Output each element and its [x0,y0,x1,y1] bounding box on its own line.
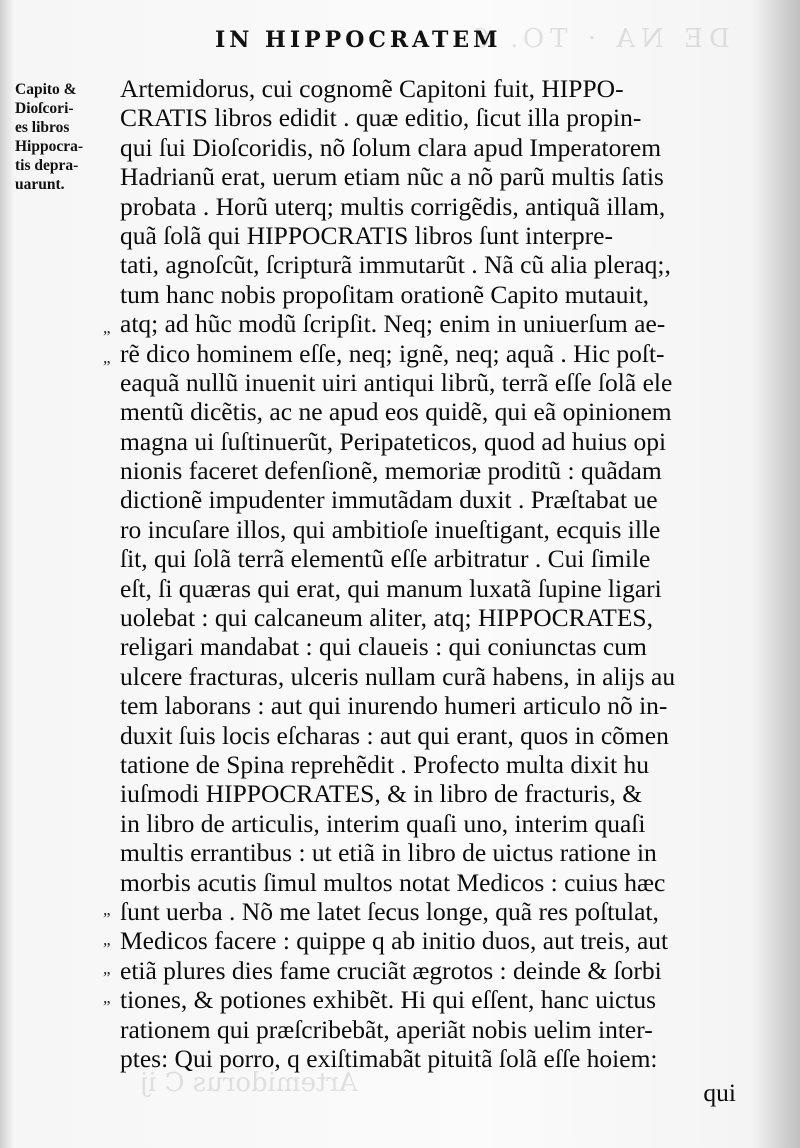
text-line: ſunt uerba . Nõ me latet ſecus longe, quã res poſtulat, [120,896,659,926]
text-line: iuſmodi HIPPOCRATES, & in libro de fracturis, & [120,779,643,809]
text-line: tem laborans : aut qui inurendo humeri articulo nõ in- [120,691,668,721]
text-line: CRATIS libros edidit . quæ editio, ſicut illa propin- [120,103,642,133]
text-line: magna ui ſuſtinuerũt, Peripateticos, quod ad huius opi [120,426,667,456]
text-line: rationem qui præſcribebãt, aperiãt nobis uelim inter- [120,1014,653,1044]
text-line: in libro de articulis, interim quaſi uno, interim quaſi [120,808,646,838]
marginal-note-line: Hippocra- [15,138,84,155]
text-line: multis errantibus : ut etiã in libro de uictus ratione in [120,838,657,868]
text-line: atq; ad hũc modũ ſcripſit. Neq; enim in uniuerſum ae- [120,309,666,339]
text-line: Artemidorus, cui cognomẽ Capitoni fuit, HIPPO- [120,74,624,103]
quotation-mark: „ [103,348,111,367]
text-line: tiones, & potiones exhibẽt. Hi qui eſſent, hanc uictus [120,985,657,1015]
marginal-note-line: Capito & [15,81,77,98]
text-line: Hadrianũ erat, uerum etiam nũc a nõ parũ multis ſatis [120,162,664,192]
text-line: ro incuſare illos, qui ambitioſe inueſtigant, ecquis ille [120,514,661,544]
main-text-block [120,74,740,1073]
text-line: mentũ dicẽtis, ac ne apud eos quidẽ, qui eã opinionem [120,397,672,427]
marginal-note-line: es libros [15,119,70,136]
text-line: eaquã nullũ inuenit uiri antiqui librũ, terrã eſſe ſolã ele [120,367,673,397]
text-line: eſt, ſi quæras qui erat, qui manum luxatã ſupine ligari [120,573,662,603]
text-line: ptes: Qui porro, q exiſtimabãt pituitã ſolã eſſe hoiem: [120,1043,658,1073]
text-line: ſit, qui ſolã terrã elementũ eſſe arbitratur . Cui ſimile [120,544,651,574]
text-line: rẽ dico hominem eſſe, neq; ignẽ, neq; aquã . Hic poſt- [120,338,665,368]
marginal-note-line: uarunt. [15,176,65,193]
catchword: qui [703,1078,736,1107]
text-line: uolebat : qui calcaneum aliter, atq; HIPPOCRATES, [120,603,653,633]
text-line: morbis acutis ſimul multos notat Medicos : cuius hæc [120,867,666,897]
text-line: probata . Horũ uterq; multis corrigẽdis, antiquã illam, [120,191,666,221]
text-line: ulcere fracturas, ulceris nullam curã habens, in alijs au [120,661,676,691]
text-line: nionis faceret defenſionẽ, memoriæ proditũ : quãdam [120,456,662,486]
text-line: religari mandabat : qui claueis : qui coniunctas cum [120,632,647,662]
show-through-header: DE NA · TO. 6. [453,24,730,54]
text-line: dictionẽ impudenter immutãdam duxit . Præſtabat ue [120,485,658,515]
quotation-mark: „ [103,318,111,337]
marginal-note-line: tis depra- [15,157,79,174]
quotation-marks-column [0,0,130,1148]
text-line: qui ſui Dioſcoridis, nõ ſolum clara apud Imperatorem [120,132,662,162]
text-line: tatione de Spina reprehẽdit . Profecto multa dixit hu [120,749,649,779]
text-line: tati, agnoſcũt, ſcripturã immutarũt . Nã cũ alia pleraq;, [120,250,671,280]
quotation-mark: „ [103,959,111,978]
quotation-mark: „ [103,988,111,1007]
text-line: quã ſolã qui HIPPOCRATIS libros ſunt interpre- [120,220,613,250]
text-line: duxit ſuis locis eſcharas : aut qui erant, quos in cõmen [120,720,669,750]
text-line: Medicos facere : quippe q ab initio duos, aut treis, aut [120,926,669,956]
quotation-mark: „ [103,930,111,949]
running-head: IN HIPPOCRATEM [215,27,502,53]
text-line: etiã plures dies fame cruciãt ægrotos : deinde & ſorbi [120,955,662,985]
text-line: tum hanc nobis propoſitam orationẽ Capito mutauit, [120,279,650,309]
quotation-mark: „ [103,900,111,919]
marginal-note-line: Dioſcori- [15,100,74,117]
show-through-footer: Artemidorus C ij [140,1068,358,1098]
